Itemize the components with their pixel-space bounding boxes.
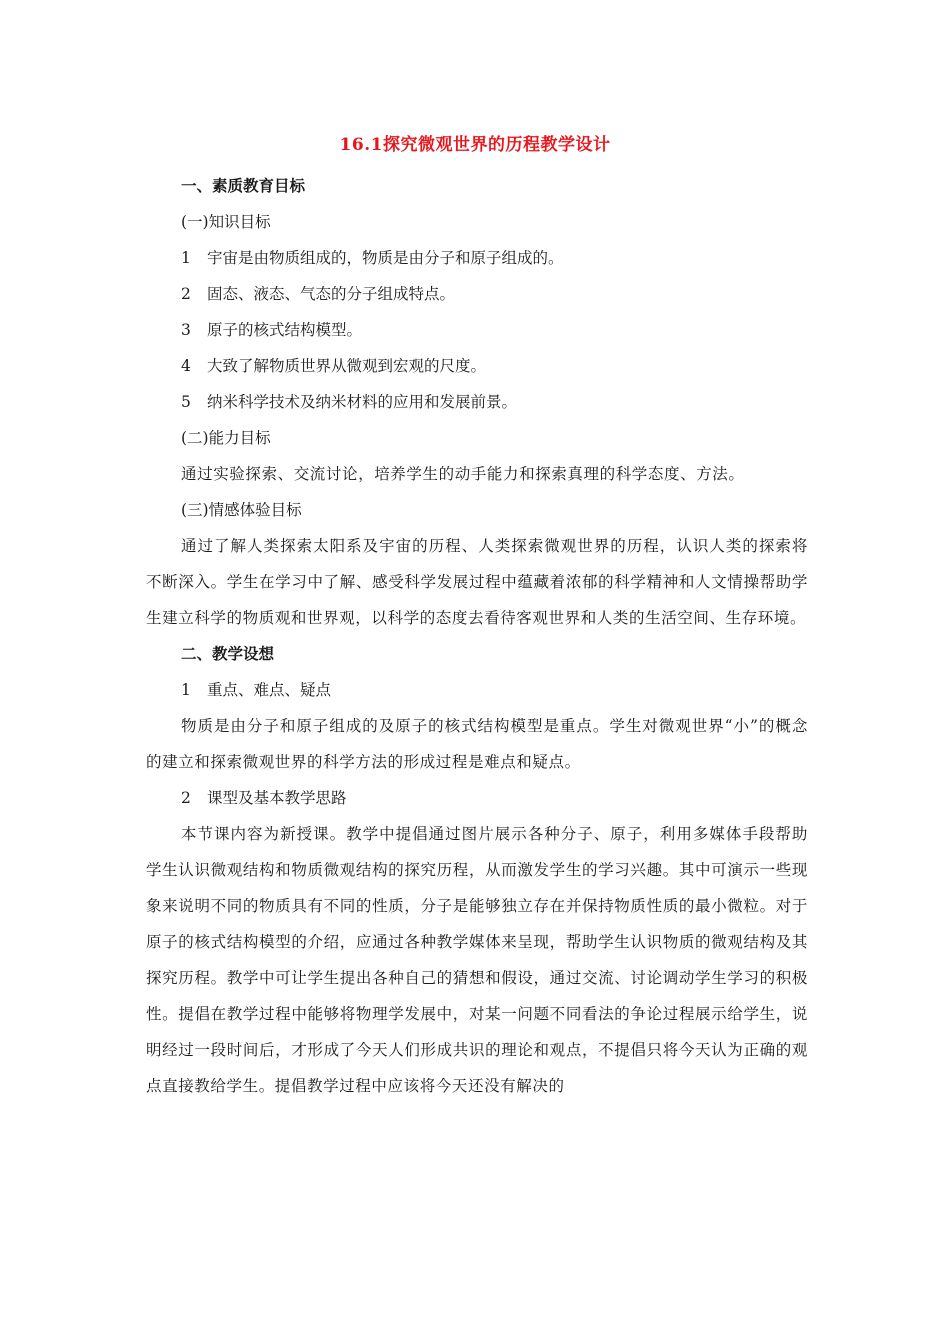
item-text: 课型及基本教学思路 (207, 789, 347, 807)
course-type-heading (146, 780, 808, 816)
document-title: 16.1探究微观世界的历程教学设计 (339, 135, 611, 155)
item-number: 3 (181, 321, 191, 339)
item-number: 2 (181, 285, 191, 303)
emotion-text: 通过了解人类探索太阳系及宇宙的历程、人类探索微观世界的历程，认识人类的探索将不断深入。学生在学习中了解、感受科学发展过程中蕴藏着浓郁的科学精神和人文情操帮助学生建立科学的物质观和世界观，以科学的态度去看待客观世界和人类的生活空间、生存环境。 (146, 537, 808, 627)
knowledge-item (146, 276, 808, 312)
item-number: 1 (181, 249, 191, 267)
knowledge-item (146, 384, 808, 420)
item-text: 原子的核式结构模型。 (207, 321, 363, 339)
ability-text: 通过实验探索、交流讨论，培养学生的动手能力和探索真理的科学态度、方法。 (181, 465, 745, 483)
key-points-heading (146, 672, 808, 708)
section1-heading: 一、素质教育目标 (181, 176, 306, 195)
emotion-heading: (三)情感体验目标 (181, 501, 302, 519)
course-type-text: 本节课内容为新授课。教学中提倡通过图片展示各种分子、原子，利用多媒体手段帮助学生认识微观结构和物质微观结构的探究历程，从而激发学生的学习兴趣。其中可演示一些现象来说明不同的物质具有不同的性质，分子是能够独立存在并保持物质性质的最小微粒。对于原子的核式结构模型的介绍，应通过各种教学媒体来呈现，帮助学生认识物质的微观结构及其探究历程。教学中可让学生提出各种自己的猜想和假设，通过交流、讨论调动学生学习的积极性。提倡在教学过程中能够将物理学发展中，对某一问题不同看法的争论过程展示给学生，说明经过一段时间后，才形成了今天人们形成共识的理论和观点，不提倡只将今天认为正确的观点直接教给学生。提倡教学过程中应该将今天还没有解决的 (146, 825, 808, 1095)
ability-heading: (二)能力目标 (181, 429, 271, 447)
item-number: 5 (181, 393, 191, 411)
item-text: 宇宙是由物质组成的，物质是由分子和原子组成的。 (207, 249, 564, 267)
item-text: 纳米科学技术及纳米材料的应用和发展前景。 (207, 393, 518, 411)
knowledge-item (146, 312, 808, 348)
item-text: 固态、液态、气态的分子组成特点。 (207, 285, 456, 303)
item-number: 4 (181, 357, 191, 375)
item-text: 重点、难点、疑点 (207, 681, 332, 699)
key-points-text: 物质是由分子和原子组成的及原子的核式结构模型是重点。学生对微观世界“小”的概念的建立和探索微观世界的科学方法的形成过程是难点和疑点。 (146, 717, 808, 771)
item-number: 1 (181, 681, 191, 699)
document-body (146, 168, 808, 1104)
knowledge-item (146, 240, 808, 276)
item-number: 2 (181, 789, 191, 807)
knowledge-heading: (一)知识目标 (181, 213, 271, 231)
knowledge-item (146, 348, 808, 384)
item-text: 大致了解物质世界从微观到宏观的尺度。 (207, 357, 487, 375)
section2-heading: 二、教学设想 (181, 644, 275, 663)
